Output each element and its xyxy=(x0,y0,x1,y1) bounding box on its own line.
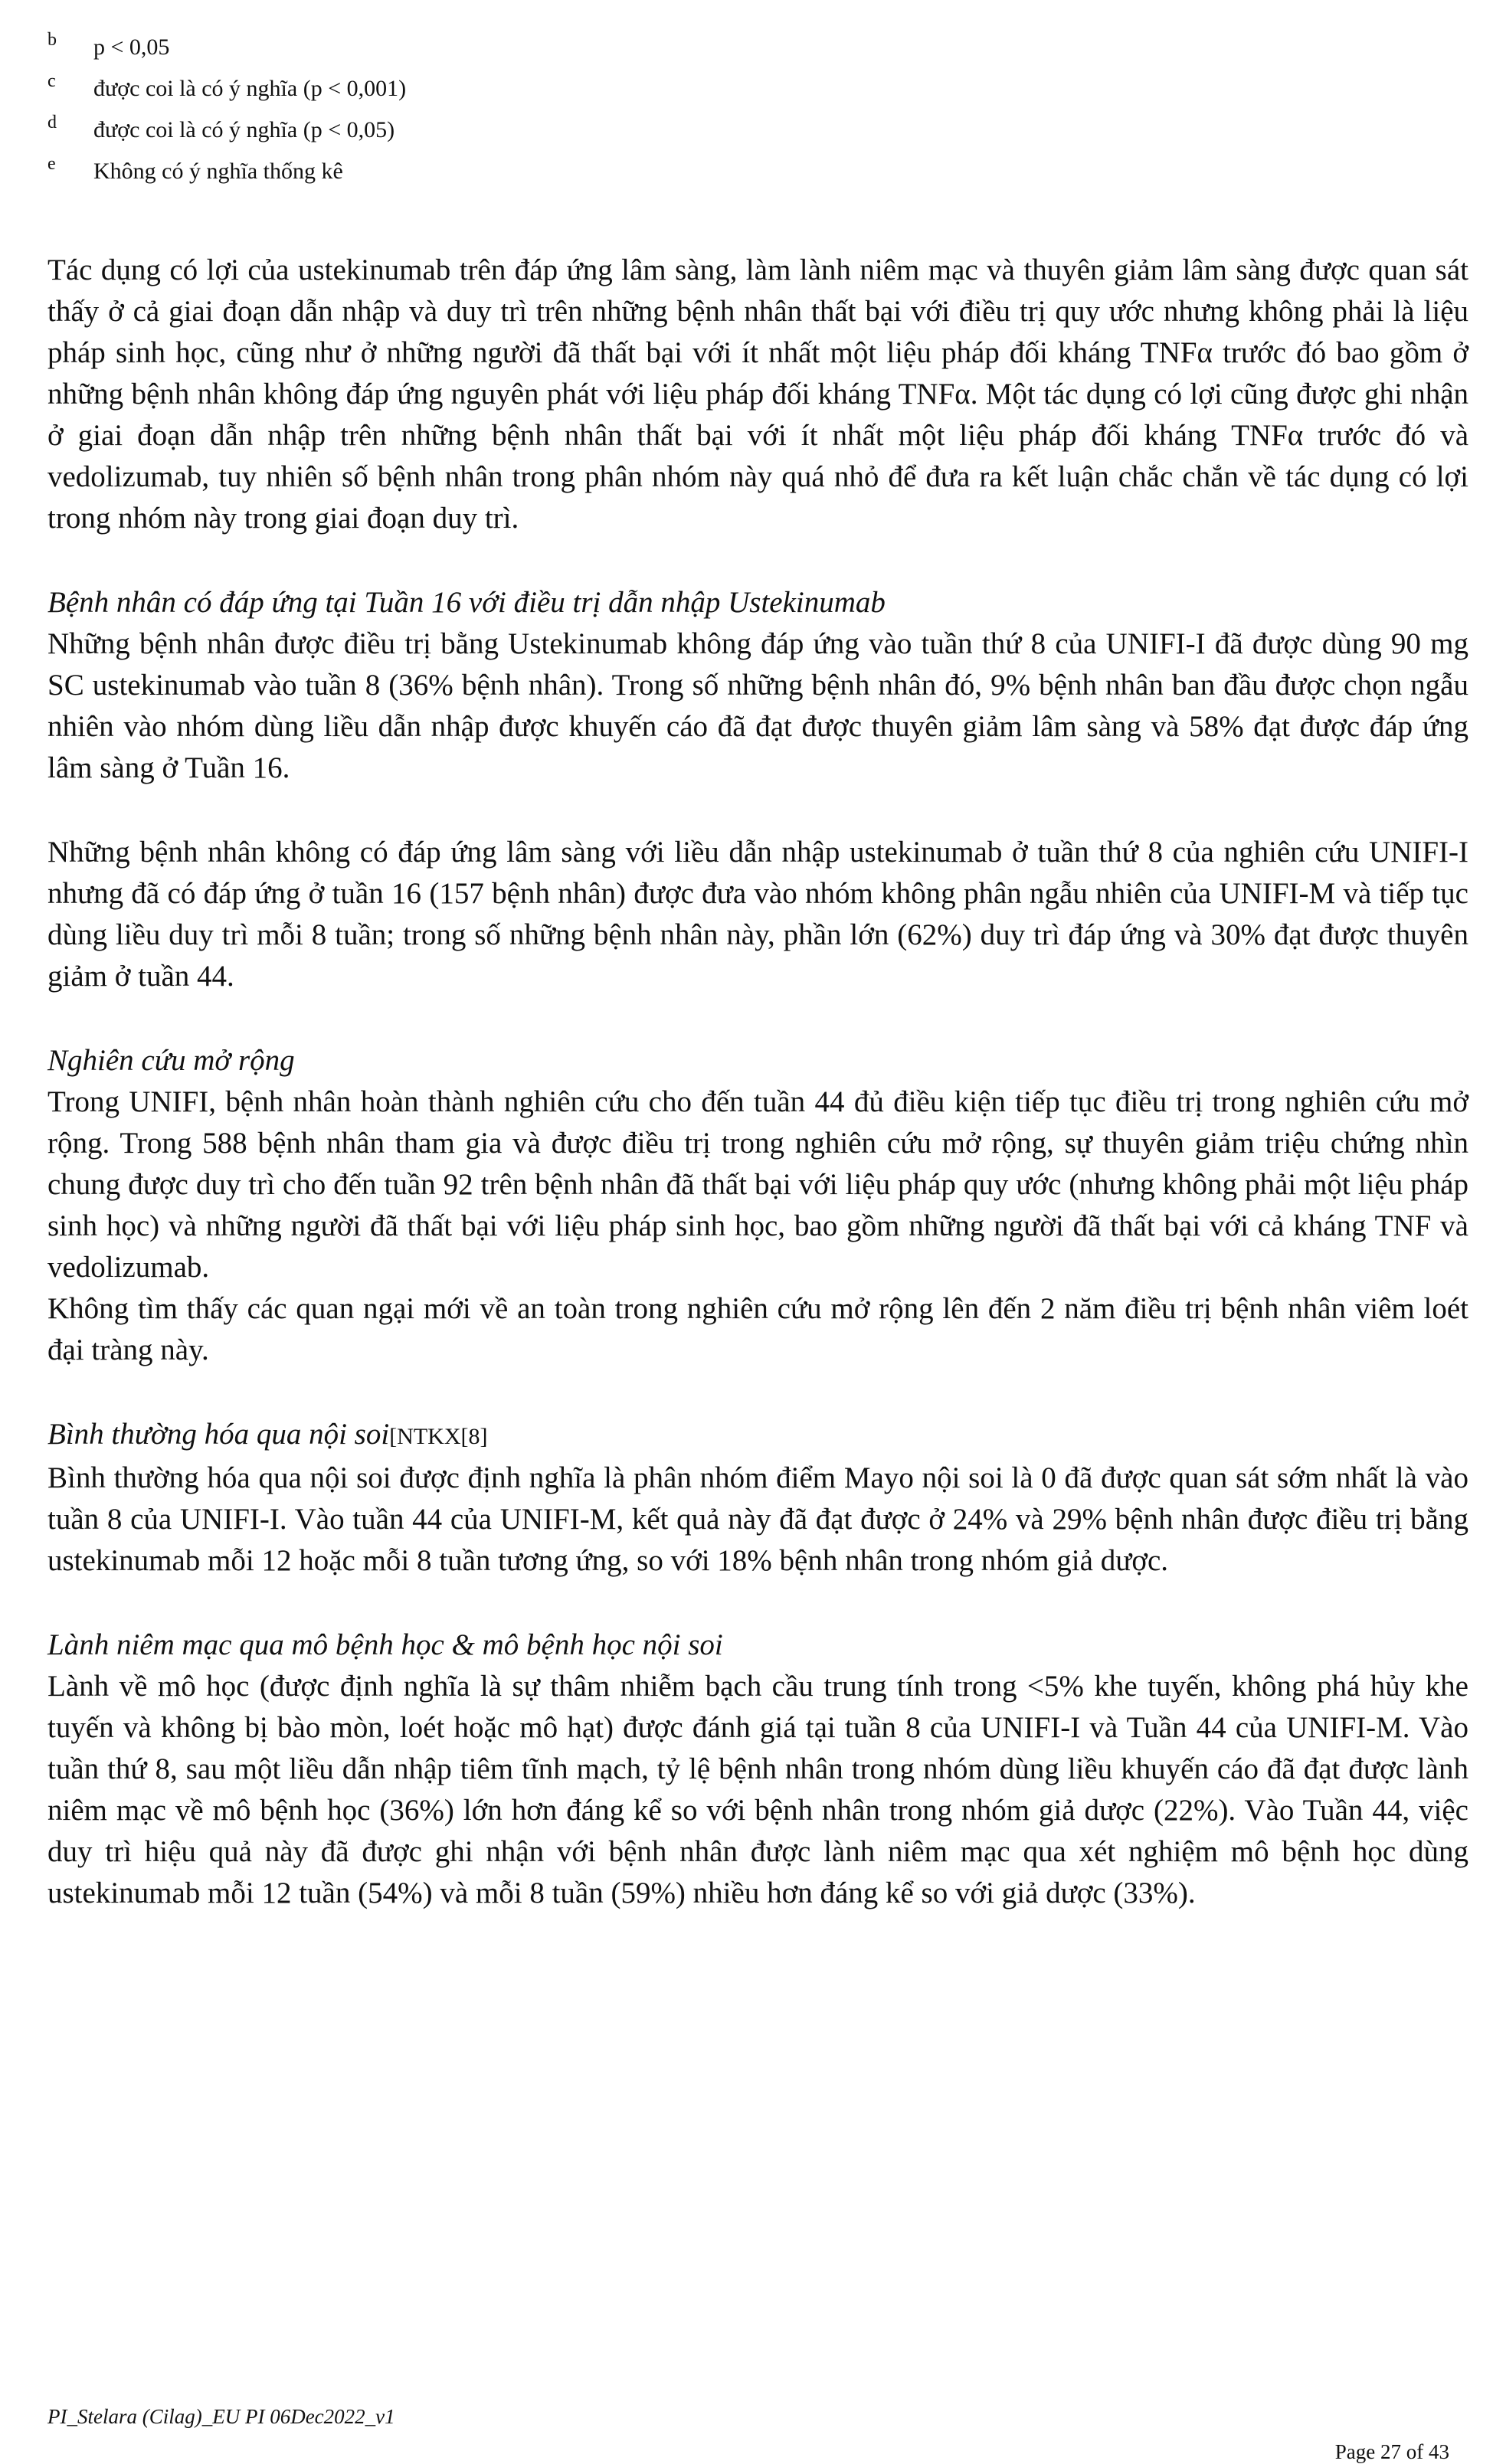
section-heading-histology: Lành niêm mạc qua mô bệnh học & mô bệnh học nội soi xyxy=(47,1628,723,1661)
section-heading-week16: Bệnh nhân có đáp ứng tại Tuần 16 với điều trị dẫn nhập Ustekinumab xyxy=(47,586,886,619)
endoscopy-paragraph: Bình thường hóa qua nội soi được định nghĩa là phân nhóm điểm Mayo nội soi là 0 đã được quan sát sớm nhất là vào tuần 8 của UNIFI-I. Vào tuần 44 của UNIFI-M, kết quả này đã đạt được ở 24% và 29% bệnh nhân được điều trị bằng ustekinumab mỗi 12 hoặc mỗi 8 tuần tương ứng, so với 18% bệnh nhân trong nhóm giả dược. xyxy=(47,1461,1468,1577)
extension-paragraph-1: Trong UNIFI, bệnh nhân hoàn thành nghiên cứu cho đến tuần 44 đủ điều kiện tiếp tục điều trị trong nghiên cứu mở rộng. Trong 588 bệnh nhân tham gia và được điều trị trong nghiên cứu mở rộng, sự thuyên giảm triệu chứng nhìn chung được duy trì cho đến tuần 92 trên bệnh nhân đã thất bại với liệu pháp quy ước (nhưng không phải một liệu pháp sinh học) và những người đã thất bại với liệu pháp sinh học, bao gồm những người đã thất bại với cả kháng TNF và vedolizumab. xyxy=(47,1085,1468,1284)
histology-paragraph: Lành về mô học (được định nghĩa là sự thâm nhiễm bạch cầu trung tính trong <5% khe tuyến, không phá hủy khe tuyến và không bị bào mòn, loét hoặc mô hạt) được đánh giá tại tuần 8 của UNIFI-I và Tuần 44 của UNIFI-M. Vào tuần thứ 8, sau một liều dẫn nhập tiêm tĩnh mạch, tỷ lệ bệnh nhân trong nhóm dùng liều khuyến cáo đã đạt được lành niêm mạc về mô bệnh học (36%) lớn hơn đáng kể so với bệnh nhân trong nhóm giả dược (22%). Vào Tuần 44, việc duy trì hiệu quả này đã được ghi nhận với bệnh nhân được lành niêm mạc qua xét nghiệm mô bệnh học dùng ustekinumab mỗi 12 tuần (54%) và mỗi 8 tuần (59%) nhiều hơn đáng kể so với giả dược (33%). xyxy=(47,1670,1468,1909)
footnote-text: Không có ý nghĩa thống kê xyxy=(93,159,343,184)
section-heading-endoscopy xyxy=(47,1414,1468,1458)
week16-paragraph-1: Những bệnh nhân được điều trị bằng Ustekinumab không đáp ứng vào tuần thứ 8 của UNIFI-I đã được dùng 90 mg SC ustekinumab vào tuần 8 (36% bệnh nhân). Trong số những bệnh nhân đó, 9% bệnh nhân ban đầu được chọn ngẫu nhiên vào nhóm dùng liều dẫn nhập được khuyến cáo đã đạt được thuyên giảm lâm sàng và 58% đạt được đáp ứng lâm sàng ở Tuần 16. xyxy=(47,627,1468,784)
extension-paragraph-2: Không tìm thấy các quan ngại mới về an toàn trong nghiên cứu mở rộng lên đến 2 năm điều trị bệnh nhân viêm loét đại tràng này. xyxy=(47,1292,1468,1366)
footnote-b xyxy=(47,31,1468,72)
footnote-letter: d xyxy=(47,113,57,133)
footnote-text: p < 0,05 xyxy=(93,34,170,60)
footnote-letter: c xyxy=(47,71,56,91)
document-id: PI_Stelara (Cilag)_EU PI 06Dec2022_v1 xyxy=(47,2405,395,2428)
footnote-letter: e xyxy=(47,154,56,174)
page-number: Page 27 of 43 xyxy=(1334,2440,1449,2463)
endoscopy-heading-text: Bình thường hóa qua nội soi xyxy=(47,1418,390,1451)
review-comment-marker: [NTKX[8] xyxy=(389,1424,488,1449)
week16-paragraph-2: Những bệnh nhân không có đáp ứng lâm sàng với liều dẫn nhập ustekinumab ở tuần thứ 8 của nghiên cứu UNIFI-I nhưng đã có đáp ứng ở tuần 16 (157 bệnh nhân) được đưa vào nhóm không phân ngẫu nhiên của UNIFI-M và tiếp tục dùng liều duy trì mỗi 8 tuần; trong số những bệnh nhân này, phần lớn (62%) duy trì đáp ứng và 30% đạt được thuyên giảm ở tuần 44. xyxy=(47,836,1468,993)
footnote-letter: b xyxy=(47,30,57,50)
document-page xyxy=(47,31,1468,1914)
footnote-e xyxy=(47,155,1468,196)
section-heading-extension: Nghiên cứu mở rộng xyxy=(47,1044,295,1077)
intro-paragraph: Tác dụng có lợi của ustekinumab trên đáp ứng lâm sàng, làm lành niêm mạc và thuyên giảm lâm sàng được quan sát thấy ở cả giai đoạn dẫn nhập và duy trì trên những bệnh nhân thất bại với điều trị quy ước nhưng không phải là liệu pháp sinh học, cũng như ở những người đã thất bại với ít nhất một liệu pháp đối kháng TNFα trước đó bao gồm ở những bệnh nhân không đáp ứng nguyên phát với liệu pháp đối kháng TNFα. Một tác dụng có lợi cũng được ghi nhận ở giai đoạn dẫn nhập trên những bệnh nhân thất bại với ít nhất một liệu pháp đối kháng TNFα trước đó và vedolizumab, tuy nhiên số bệnh nhân trong phân nhóm này quá nhỏ để đưa ra kết luận chắc chắn về tác dụng có lợi trong nhóm này trong giai đoạn duy trì. xyxy=(47,254,1468,535)
footnote-c xyxy=(47,72,1468,113)
footnote-d xyxy=(47,113,1468,155)
footnote-list xyxy=(47,31,1468,196)
footnote-text: được coi là có ý nghĩa (p < 0,001) xyxy=(93,76,407,101)
footnote-text: được coi là có ý nghĩa (p < 0,05) xyxy=(93,117,395,142)
